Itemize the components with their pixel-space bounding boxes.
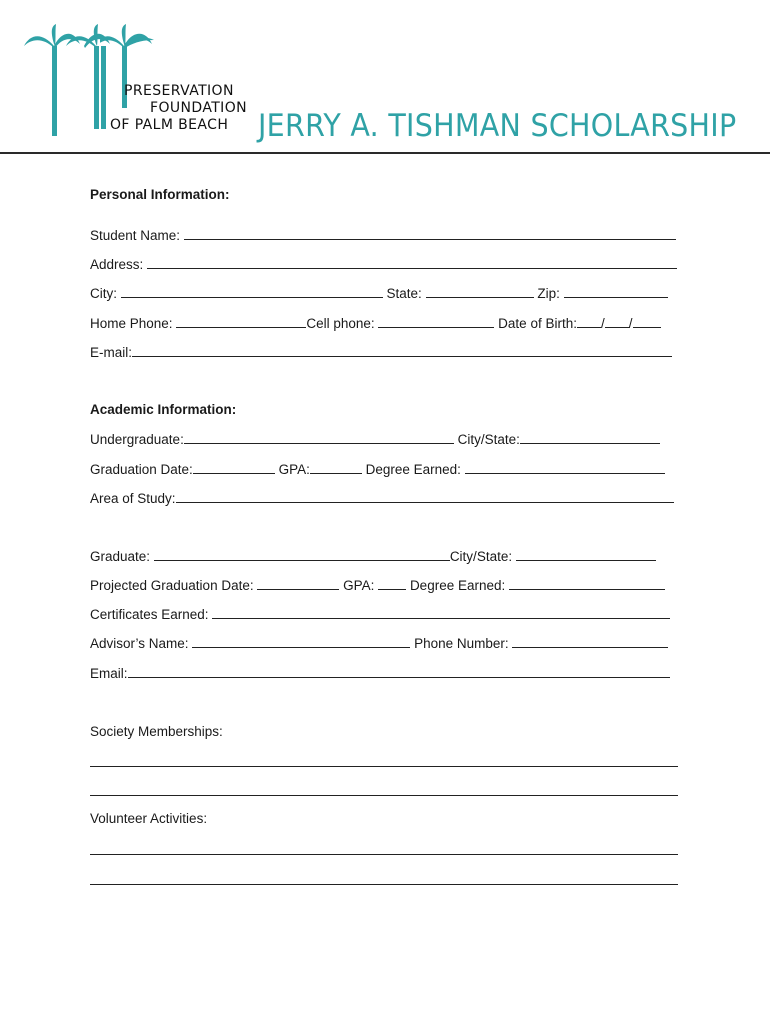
scholarship-title: JERRY A. TISHMAN SCHOLARSHIP xyxy=(258,108,737,144)
certificates-field[interactable] xyxy=(212,605,670,619)
projected-graduation-label: Projected Graduation Date: xyxy=(90,578,254,593)
undergrad-gpa-field[interactable] xyxy=(310,460,362,474)
grad-city-state-label: City/State: xyxy=(449,549,513,564)
dob-year-field[interactable] xyxy=(633,314,661,328)
phone-number-field[interactable] xyxy=(512,634,668,648)
logo-line-2: FOUNDATION xyxy=(150,100,247,116)
palm-trees-logo-icon xyxy=(22,24,112,139)
graduation-row xyxy=(90,460,665,478)
certificates-row xyxy=(90,605,670,623)
volunteer-line-1[interactable] xyxy=(90,854,678,855)
dob-month-field[interactable] xyxy=(577,314,601,328)
dob-label: Date of Birth: xyxy=(498,316,577,331)
graduation-date-label: Graduation Date: xyxy=(90,462,193,477)
city-label: City: xyxy=(90,286,117,301)
advisor-name-label: Advisor’s Name: xyxy=(90,636,189,651)
graduate-row xyxy=(90,547,656,565)
area-of-study-row xyxy=(90,489,674,507)
academic-info-heading: Academic Information: xyxy=(90,402,237,417)
cell-phone-field[interactable] xyxy=(378,314,494,328)
undergrad-city-state-label: City/State: xyxy=(457,432,520,447)
undergrad-degree-label: Degree Earned: xyxy=(365,462,461,477)
volunteer-activities-label: Volunteer Activities: xyxy=(90,811,208,826)
document-header xyxy=(0,0,770,160)
graduation-date-field[interactable] xyxy=(193,460,275,474)
certificates-label: Certificates Earned: xyxy=(90,607,209,622)
student-name-field[interactable] xyxy=(184,226,676,240)
zip-field[interactable] xyxy=(564,284,668,298)
address-field[interactable] xyxy=(147,255,677,269)
advisor-row xyxy=(90,634,668,652)
logo-line-1: PRESERVATION xyxy=(124,83,234,99)
area-of-study-label: Area of Study: xyxy=(90,491,176,506)
city-state-zip-row xyxy=(90,284,668,302)
phone-number-label: Phone Number: xyxy=(414,636,509,651)
student-name-row xyxy=(90,226,676,244)
projected-graduation-row xyxy=(90,576,665,594)
grad-gpa-field[interactable] xyxy=(378,576,406,590)
society-memberships-label: Society Memberships: xyxy=(90,724,223,739)
graduate-field[interactable] xyxy=(154,547,450,561)
email-field[interactable] xyxy=(132,343,672,357)
grad-email-row xyxy=(90,664,670,682)
address-row xyxy=(90,255,677,273)
undergrad-city-state-field[interactable] xyxy=(520,430,660,444)
advisor-name-field[interactable] xyxy=(192,634,410,648)
student-name-label: Student Name: xyxy=(90,228,181,243)
personal-info-heading: Personal Information: xyxy=(90,187,230,202)
undergrad-degree-field[interactable] xyxy=(465,460,665,474)
foundation-name xyxy=(110,83,247,134)
undergraduate-field[interactable] xyxy=(184,430,454,444)
address-label: Address: xyxy=(90,257,144,272)
undergraduate-label: Undergraduate: xyxy=(90,432,184,447)
dob-day-field[interactable] xyxy=(605,314,629,328)
email-row xyxy=(90,343,672,361)
grad-city-state-field[interactable] xyxy=(516,547,656,561)
undergrad-gpa-label: GPA: xyxy=(278,462,310,477)
projected-graduation-field[interactable] xyxy=(257,576,339,590)
undergraduate-row xyxy=(90,430,660,448)
home-phone-label: Home Phone: xyxy=(90,316,173,331)
cell-phone-label: Cell phone: xyxy=(306,316,375,331)
volunteer-line-2[interactable] xyxy=(90,884,678,885)
society-line-2[interactable] xyxy=(90,795,678,796)
grad-email-field[interactable] xyxy=(128,664,670,678)
grad-email-label: Email: xyxy=(90,666,128,681)
state-label: State: xyxy=(386,286,422,301)
email-label: E-mail: xyxy=(90,345,133,360)
grad-degree-label: Degree Earned: xyxy=(409,578,506,593)
grad-degree-field[interactable] xyxy=(509,576,665,590)
area-of-study-field[interactable] xyxy=(176,489,674,503)
state-field[interactable] xyxy=(426,284,534,298)
header-divider xyxy=(0,152,770,154)
logo-line-3: OF PALM BEACH xyxy=(110,117,229,133)
society-line-1[interactable] xyxy=(90,766,678,767)
phone-dob-row: Home Phone: Cell phone: Date of Birth: / / xyxy=(90,314,661,332)
graduate-label: Graduate: xyxy=(90,549,151,564)
home-phone-field[interactable] xyxy=(176,314,306,328)
city-field[interactable] xyxy=(121,284,383,298)
zip-label: Zip: xyxy=(537,286,560,301)
grad-gpa-label: GPA: xyxy=(343,578,375,593)
